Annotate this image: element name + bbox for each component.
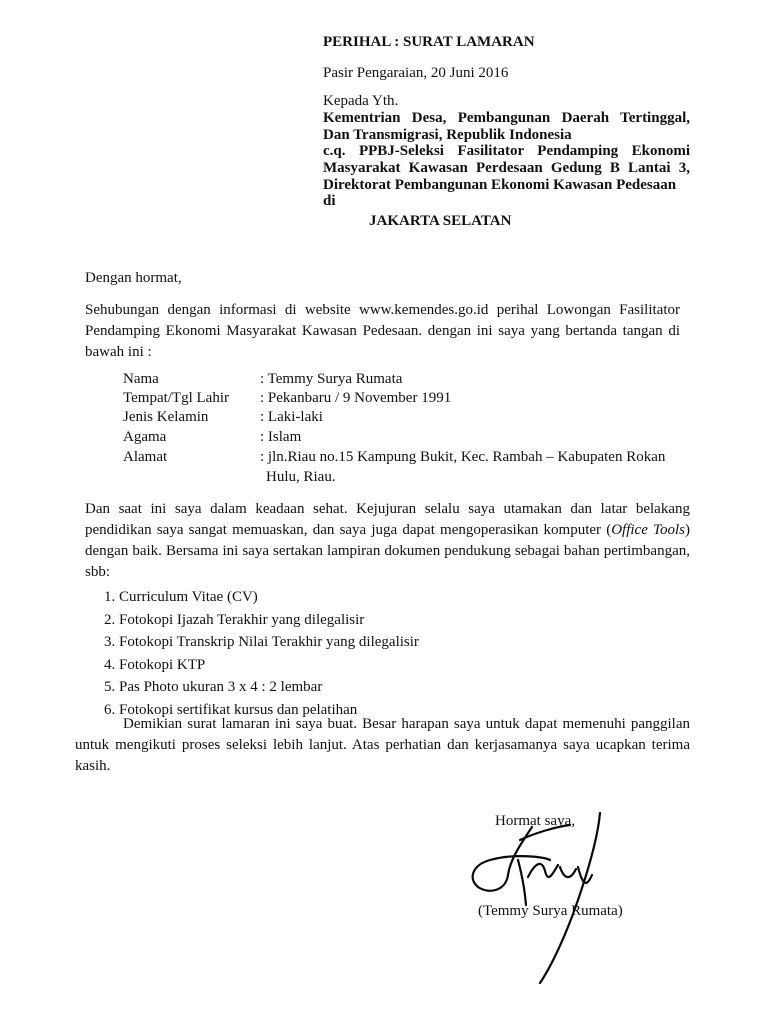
identity-value: : Pekanbaru / 9 November 1991 xyxy=(260,390,452,406)
body-text: ) dengan baik. Bersama ini saya sertakan lampiran dokumen pendukung sebagai bahan pertimbangan, sbb: xyxy=(85,522,691,580)
closing-paragraph: Demikian surat lamaran ini saya buat. Besar harapan saya untuk dapat memenuhi panggilan untuk mengikuti proses seleksi lebih lanjut. Atas perhatian dan kerjasamanya saya ucapkan terima kasih. xyxy=(75,716,690,774)
identity-value: : Temmy Surya Rumata xyxy=(260,371,403,387)
recipient-line: Masyarakat Kawasan Perdesaan Gedung B Lantai 3, xyxy=(323,160,690,176)
list-item: 2. Fotokopi Ijazah Terakhir yang dilegalisir xyxy=(104,611,365,628)
attachment-list xyxy=(104,587,419,722)
closing-regards: Hormat saya, xyxy=(495,813,575,829)
recipient-line: Dan Transmigrasi, Republik Indonesia xyxy=(323,127,572,143)
signer-name: (Temmy Surya Rumata) xyxy=(478,903,623,919)
recipient-city: JAKARTA SELATAN xyxy=(369,213,512,229)
body-italic-text: Office Tools xyxy=(611,522,686,538)
identity-label: Nama xyxy=(123,371,159,387)
identity-label: Alamat xyxy=(123,449,168,465)
intro-paragraph: Sehubungan dengan informasi di website www.kemendes.go.id perihal Lowongan Fasilitator Pendamping Ekonomi Masyarakat Kawasan Pedesaan. dengan ini saya yang bertanda tangan di bawah ini : xyxy=(85,302,680,360)
recipient-line: di xyxy=(323,193,336,209)
list-item: 5. Pas Photo ukuran 3 x 4 : 2 lembar xyxy=(104,679,323,695)
list-item: 3. Fotokopi Transkrip Nilai Terakhir yang dilegalisir xyxy=(104,634,419,650)
identity-label: Agama xyxy=(123,429,167,445)
body-text: Dan saat ini saya dalam keadaan sehat. Kejujuran selalu saya utamakan dan latar belakang pendidikan saya sangat memuaskan, dan saya juga dapat mengoperasikan komputer ( xyxy=(85,501,690,538)
recipient-greeting: Kepada Yth. xyxy=(323,93,399,109)
list-item: 4. Fotokopi KTP xyxy=(104,656,206,673)
identity-value: : Laki-laki xyxy=(260,409,323,425)
body-paragraph xyxy=(85,499,690,583)
letter-subject: PERIHAL : SURAT LAMARAN xyxy=(323,34,535,50)
recipient-line: Direktorat Pembangunan Ekonomi Kawasan Pedesaan xyxy=(323,177,677,193)
recipient-line: c.q. PPBJ-Seleksi Fasilitator Pendamping Ekonomi xyxy=(323,143,690,159)
identity-label: Tempat/Tgl Lahir xyxy=(123,390,229,406)
place-date: Pasir Pengaraian, 20 Juni 2016 xyxy=(323,65,509,81)
recipient-line: Kementrian Desa, Pembangunan Daerah Tertinggal, xyxy=(323,110,690,126)
salutation: Dengan hormat, xyxy=(85,270,182,286)
identity-value: : Islam xyxy=(260,429,302,445)
list-item: 6. Fotokopi sertifikat kursus dan pelatihan xyxy=(104,701,358,718)
list-item: 1. Curriculum Vitae (CV) xyxy=(104,589,258,605)
identity-value-continuation: Hulu, Riau. xyxy=(266,469,336,485)
identity-value: : jln.Riau no.15 Kampung Bukit, Kec. Rambah – Kabupaten Rokan xyxy=(260,449,666,465)
identity-label: Jenis Kelamin xyxy=(123,409,209,425)
handwritten-signature xyxy=(460,805,640,990)
